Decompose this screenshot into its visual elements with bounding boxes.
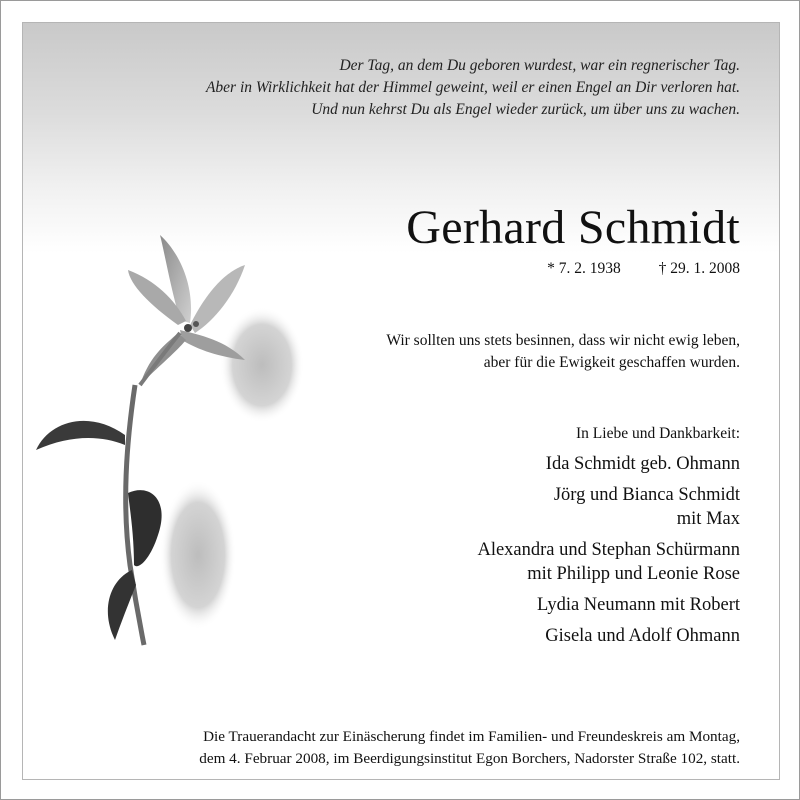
flower-base (140, 333, 180, 385)
mourner-entry (477, 593, 740, 617)
shadow-blotch-lower (160, 480, 236, 630)
stamen (184, 324, 192, 332)
mourner-line: Ida Schmidt geb. Ohmann (545, 454, 740, 474)
verse-line: aber für die Ewigkeit geschaffen wurden. (483, 354, 740, 371)
mourner-entry (477, 483, 740, 531)
shadow-blotch-upper (220, 307, 304, 423)
stamen (193, 321, 199, 327)
mourner-entry (477, 624, 740, 648)
mourners-list (477, 452, 740, 655)
verse-line: Wir sollten uns stets besinnen, dass wir nicht ewig leben, (386, 332, 740, 349)
mourner-line: mit Max (676, 509, 740, 529)
service-notice (60, 726, 740, 770)
mourner-line: Jörg und Bianca Schmidt (553, 485, 740, 505)
birth-date: * 7. 2. 1938 (547, 260, 621, 277)
deceased-name: Gerhard Schmidt (406, 201, 740, 254)
memorial-verse (386, 330, 740, 374)
lily-flower-illustration (30, 225, 320, 655)
mourner-entry (477, 538, 740, 586)
quote-line: Aber in Wirklichkeit hat der Himmel geweint, weil er einen Engel an Dir verloren hat. (205, 79, 740, 96)
quote-line: Der Tag, an dem Du geboren wurdest, war ein regnerischer Tag. (339, 57, 740, 74)
quote-line: Und nun kehrst Du als Engel wieder zurück, um über uns zu wachen. (311, 101, 740, 118)
life-dates (547, 260, 740, 278)
mourner-line: mit Philipp und Leonie Rose (527, 564, 740, 584)
death-date: † 29. 1. 2008 (658, 260, 740, 277)
notice-line: Die Trauerandacht zur Einäscherung findet im Familien- und Freundeskreis am Montag, (203, 728, 740, 745)
leaf-right (128, 490, 162, 566)
leaf-lower (108, 570, 136, 640)
mourner-entry (477, 452, 740, 476)
leaf-left (36, 421, 125, 450)
mourner-line: Alexandra und Stephan Schürmann (477, 540, 740, 560)
notice-line: dem 4. Februar 2008, im Beerdigungsinstitut Egon Borchers, Nadorster Straße 102, statt. (199, 750, 740, 767)
mourner-line: Gisela und Adolf Ohmann (545, 626, 740, 646)
mourner-line: Lydia Neumann mit Robert (537, 595, 740, 615)
mourners-intro: In Liebe und Dankbarkeit: (576, 425, 740, 442)
opening-quote (206, 55, 740, 121)
